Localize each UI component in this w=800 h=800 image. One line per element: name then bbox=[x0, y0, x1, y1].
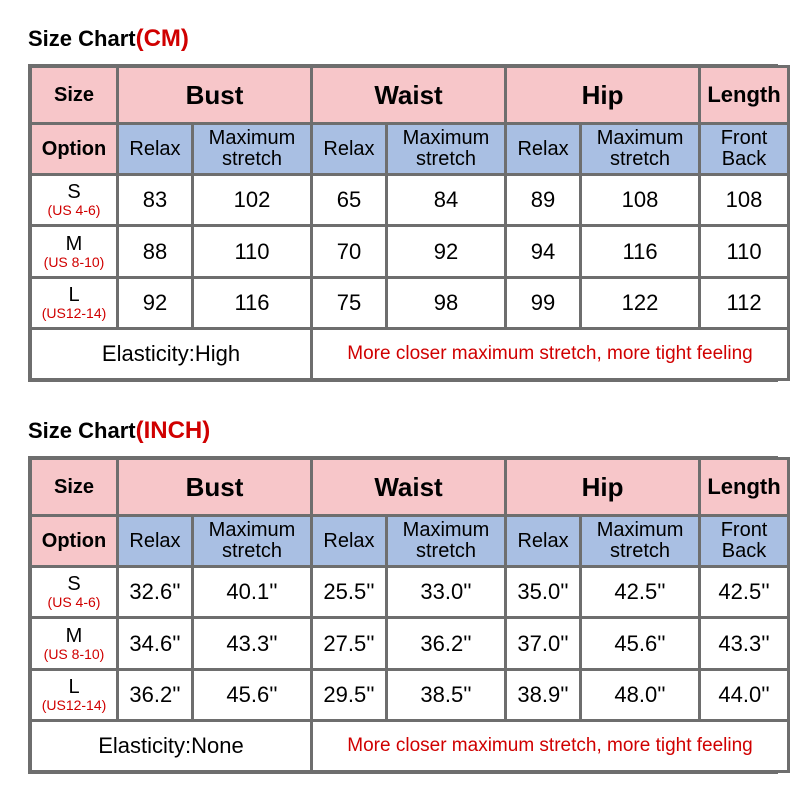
bust-header: Bust bbox=[119, 460, 310, 514]
size-table-cm bbox=[29, 65, 790, 381]
waist-header: Waist bbox=[313, 460, 504, 514]
chart-title-inch bbox=[28, 418, 210, 444]
chart-unit-label: (INCH) bbox=[135, 417, 211, 444]
value-cell: 45.6'' bbox=[194, 671, 310, 719]
table-row bbox=[32, 568, 787, 616]
bust-max-header: Maximum stretch bbox=[194, 125, 310, 173]
elasticity-label: Elasticity:None bbox=[32, 722, 310, 770]
value-cell: 40.1'' bbox=[194, 568, 310, 616]
value-cell: 92 bbox=[119, 279, 191, 327]
chart-title-text: Size Chart bbox=[28, 26, 136, 51]
stretch-note: More closer maximum stretch, more tight feeling bbox=[313, 722, 787, 770]
length-header: Length bbox=[701, 68, 787, 122]
us-size: (US12-14) bbox=[41, 696, 107, 713]
size-letter: S bbox=[67, 181, 81, 204]
waist-header: Waist bbox=[313, 68, 504, 122]
value-cell: 84 bbox=[388, 176, 504, 224]
value-cell: 83 bbox=[119, 176, 191, 224]
size-cell bbox=[32, 619, 116, 667]
value-cell: 94 bbox=[507, 227, 579, 275]
size-cell bbox=[32, 568, 116, 616]
value-cell: 116 bbox=[582, 227, 698, 275]
value-cell: 43.3'' bbox=[194, 619, 310, 667]
value-cell: 98 bbox=[388, 279, 504, 327]
hip-header: Hip bbox=[507, 68, 698, 122]
us-size: (US 8-10) bbox=[43, 645, 105, 662]
size-cell bbox=[32, 176, 116, 224]
value-cell: 116 bbox=[194, 279, 310, 327]
size-letter: M bbox=[65, 232, 83, 255]
bust-max-header: Maximum stretch bbox=[194, 517, 310, 565]
value-cell: 122 bbox=[582, 279, 698, 327]
table-row bbox=[32, 279, 787, 327]
option-header: Option bbox=[32, 125, 116, 173]
value-cell: 27.5'' bbox=[313, 619, 385, 667]
value-cell: 110 bbox=[701, 227, 787, 275]
value-cell: 99 bbox=[507, 279, 579, 327]
size-cell bbox=[32, 279, 116, 327]
size-letter: L bbox=[68, 675, 80, 698]
value-cell: 38.5'' bbox=[388, 671, 504, 719]
table-row bbox=[32, 227, 787, 275]
length-sub-header: Front Back bbox=[701, 125, 787, 173]
waist-max-header: Maximum stretch bbox=[388, 125, 504, 173]
table-row bbox=[32, 671, 787, 719]
hip-max-header: Maximum stretch bbox=[582, 125, 698, 173]
hip-relax-header: Relax bbox=[507, 125, 579, 173]
waist-relax-header: Relax bbox=[313, 125, 385, 173]
value-cell: 29.5'' bbox=[313, 671, 385, 719]
value-cell: 36.2'' bbox=[388, 619, 504, 667]
table-row bbox=[32, 176, 787, 224]
table-row bbox=[32, 619, 787, 667]
value-cell: 110 bbox=[194, 227, 310, 275]
size-letter: M bbox=[65, 624, 83, 647]
value-cell: 32.6'' bbox=[119, 568, 191, 616]
size-header: Size bbox=[32, 68, 116, 122]
value-cell: 102 bbox=[194, 176, 310, 224]
hip-max-header: Maximum stretch bbox=[582, 517, 698, 565]
us-size: (US12-14) bbox=[41, 304, 107, 321]
value-cell: 25.5'' bbox=[313, 568, 385, 616]
value-cell: 44.0'' bbox=[701, 671, 787, 719]
size-header: Size bbox=[32, 460, 116, 514]
bust-header: Bust bbox=[119, 68, 310, 122]
size-letter: S bbox=[67, 573, 81, 596]
value-cell: 65 bbox=[313, 176, 385, 224]
value-cell: 34.6'' bbox=[119, 619, 191, 667]
option-header: Option bbox=[32, 517, 116, 565]
value-cell: 42.5'' bbox=[701, 568, 787, 616]
bust-relax-header: Relax bbox=[119, 125, 191, 173]
chart-title-text: Size Chart bbox=[28, 418, 136, 443]
value-cell: 108 bbox=[582, 176, 698, 224]
value-cell: 70 bbox=[313, 227, 385, 275]
size-chart-inch bbox=[28, 456, 781, 774]
waist-max-header: Maximum stretch bbox=[388, 517, 504, 565]
value-cell: 92 bbox=[388, 227, 504, 275]
value-cell: 37.0'' bbox=[507, 619, 579, 667]
value-cell: 42.5'' bbox=[582, 568, 698, 616]
value-cell: 38.9'' bbox=[507, 671, 579, 719]
value-cell: 33.0'' bbox=[388, 568, 504, 616]
value-cell: 108 bbox=[701, 176, 787, 224]
value-cell: 112 bbox=[701, 279, 787, 327]
size-cell bbox=[32, 227, 116, 275]
value-cell: 36.2'' bbox=[119, 671, 191, 719]
value-cell: 75 bbox=[313, 279, 385, 327]
size-table-inch bbox=[29, 457, 790, 773]
value-cell: 45.6'' bbox=[582, 619, 698, 667]
us-size: (US 8-10) bbox=[43, 253, 105, 270]
value-cell: 48.0'' bbox=[582, 671, 698, 719]
chart-unit-label: (CM) bbox=[135, 25, 189, 52]
size-letter: L bbox=[68, 283, 80, 306]
elasticity-label: Elasticity:High bbox=[32, 330, 310, 378]
length-sub-header: Front Back bbox=[701, 517, 787, 565]
chart-title-cm bbox=[28, 26, 189, 52]
waist-relax-header: Relax bbox=[313, 517, 385, 565]
value-cell: 35.0'' bbox=[507, 568, 579, 616]
hip-relax-header: Relax bbox=[507, 517, 579, 565]
stretch-note: More closer maximum stretch, more tight feeling bbox=[313, 330, 787, 378]
size-cell bbox=[32, 671, 116, 719]
value-cell: 89 bbox=[507, 176, 579, 224]
us-size: (US 4-6) bbox=[47, 202, 101, 219]
us-size: (US 4-6) bbox=[47, 594, 101, 611]
size-chart-cm bbox=[28, 64, 781, 382]
hip-header: Hip bbox=[507, 460, 698, 514]
value-cell: 88 bbox=[119, 227, 191, 275]
length-header: Length bbox=[701, 460, 787, 514]
value-cell: 43.3'' bbox=[701, 619, 787, 667]
bust-relax-header: Relax bbox=[119, 517, 191, 565]
